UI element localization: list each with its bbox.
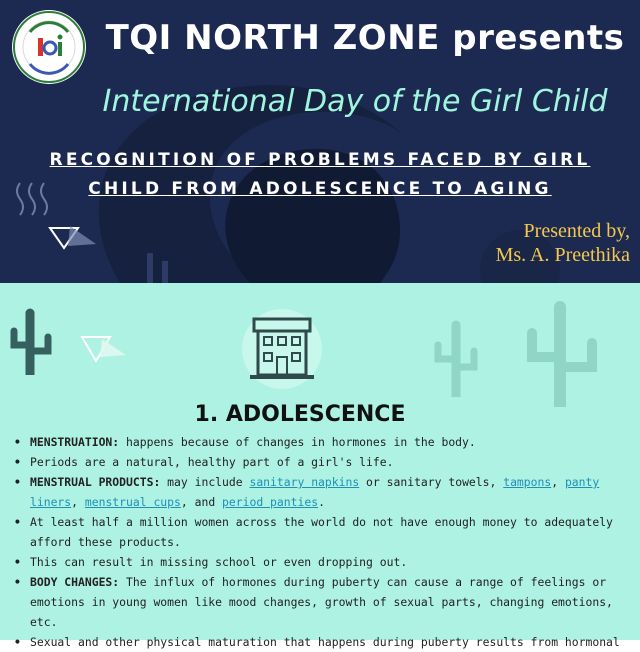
topic-title (0, 146, 640, 204)
bullet-label: MENSTRUATION: (30, 435, 120, 449)
list-item (14, 552, 634, 572)
presenter-name: Ms. A. Preethika (495, 244, 630, 266)
cactus-faded-icon (426, 317, 486, 397)
topic-line-1: RECOGNITION OF PROBLEMS FACED BY GIRL (49, 150, 591, 170)
bullet-label: MENSTRUAL PRODUCTS: (30, 475, 161, 489)
link-tampons[interactable]: tampons (503, 475, 552, 489)
section-title: 1. ADOLESCENCE (194, 402, 406, 427)
bullet-text: , and (180, 495, 223, 509)
bullet-list (14, 432, 634, 652)
bullet-text: may include (160, 475, 250, 489)
list-item (14, 572, 634, 632)
triangle-outline-icon (80, 333, 130, 365)
bullet-text: Periods are a natural, healthy part of a girl's life. (30, 455, 394, 469)
header-banner (0, 0, 640, 283)
cactus-left-icon (0, 305, 60, 375)
list-item (14, 472, 634, 512)
list-item (14, 432, 634, 452)
bullet-text: , (551, 475, 565, 489)
bullet-text: , (71, 495, 85, 509)
topic-line-2: CHILD FROM ADOLESCENCE TO AGING (88, 179, 552, 199)
title-presents: presents (452, 18, 625, 58)
main-title (100, 18, 630, 58)
bullet-text: or sanitary towels, (359, 475, 504, 489)
bullet-text: Sexual and other physical maturation that happens during puberty results from hormonal (30, 635, 620, 649)
bullet-text: . (318, 495, 325, 509)
building-icon (240, 307, 324, 391)
link-sanitary-napkins[interactable]: sanitary napkins (249, 475, 360, 489)
link-panty-liners[interactable]: panty liners (30, 475, 600, 509)
list-item (14, 452, 634, 472)
list-item (14, 512, 634, 552)
bullet-text: At least half a million women across the world do not have enough money to adequately afford these products. (30, 515, 613, 549)
title-org: TQI NORTH ZONE (105, 18, 440, 58)
triangle-decoration-icon (48, 222, 100, 252)
list-item (14, 632, 634, 652)
presented-by-label: Presented by, (523, 220, 630, 242)
cactus-large-faded-icon (512, 297, 612, 407)
bullet-text: happens because of changes in hormones in the body. (119, 435, 476, 449)
event-title: International Day of the Girl Child (102, 84, 608, 119)
tqi-logo (12, 10, 86, 84)
bullet-text: This can result in missing school or even dropping out. (30, 555, 408, 569)
presented-by (496, 219, 630, 267)
bullet-label: BODY CHANGES: (30, 575, 120, 589)
link-period-panties[interactable]: period panties (222, 495, 319, 509)
link-menstrual-cups[interactable]: menstrual cups (84, 495, 181, 509)
tqi-logo-icon (12, 10, 86, 84)
bullet-text: The influx of hormones during puberty can cause a range of feelings or emotions in young women like mood changes, growth of sexual parts, changing emotions, etc. (30, 575, 613, 629)
